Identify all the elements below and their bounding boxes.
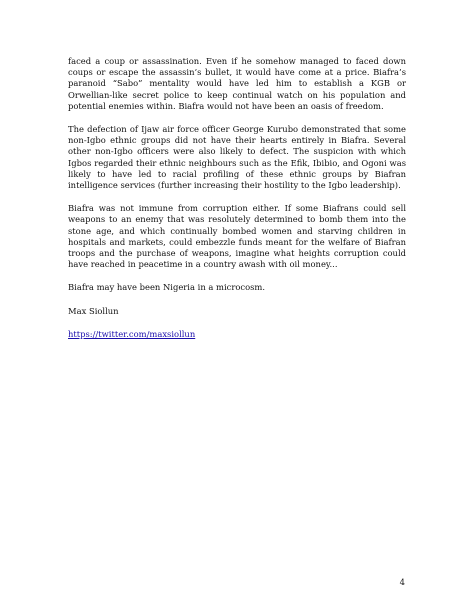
paragraph-defection: The defection of Ijaw air force officer George Kurubo demonstrated that some non-Igbo ethnic groups did not have their hearts entirely in Biafra. Several other non-Igbo officers were also likely to defect. The suspicion with which Igbos regarded their ethnic neighbours such as the Efik, Ibibio, and Ogoni was likely to have led to racial profiling of these ethnic groups by Biafran intelligence services (further increasing their hostility to the Igbo leadership). xyxy=(68,124,406,191)
link-line xyxy=(68,329,406,340)
paragraph-coup: faced a coup or assassination. Even if he somehow managed to faced down coups or escape the assassin’s bullet, it would have come at a price. Biafra’s paranoid “Sabo” mentality would have led him to establish a KGB or Orwellian-like secret police to keep continual watch on his population and potential enemies within. Biafra would not have been an oasis of freedom. xyxy=(68,56,406,111)
paragraph-corruption: Biafra was not immune from corruption either. If some Biafrans could sell weapons to an enemy that was resolutely determined to bomb them into the stone age, and which continually bombed women and starving children in hospitals and markets, could embezzle funds meant for the welfare of Biafran troops and the purchase of weapons, imagine what heights corruption could have reached in peacetime in a country awash with oil money... xyxy=(68,203,406,270)
page-number: 4 xyxy=(399,577,405,587)
twitter-link[interactable]: https://twitter.com/maxsiollun xyxy=(68,328,196,339)
document-body xyxy=(68,56,406,352)
closing-line: Biafra may have been Nigeria in a microcosm. xyxy=(68,282,266,293)
author-name: Max Siollun xyxy=(68,305,119,316)
